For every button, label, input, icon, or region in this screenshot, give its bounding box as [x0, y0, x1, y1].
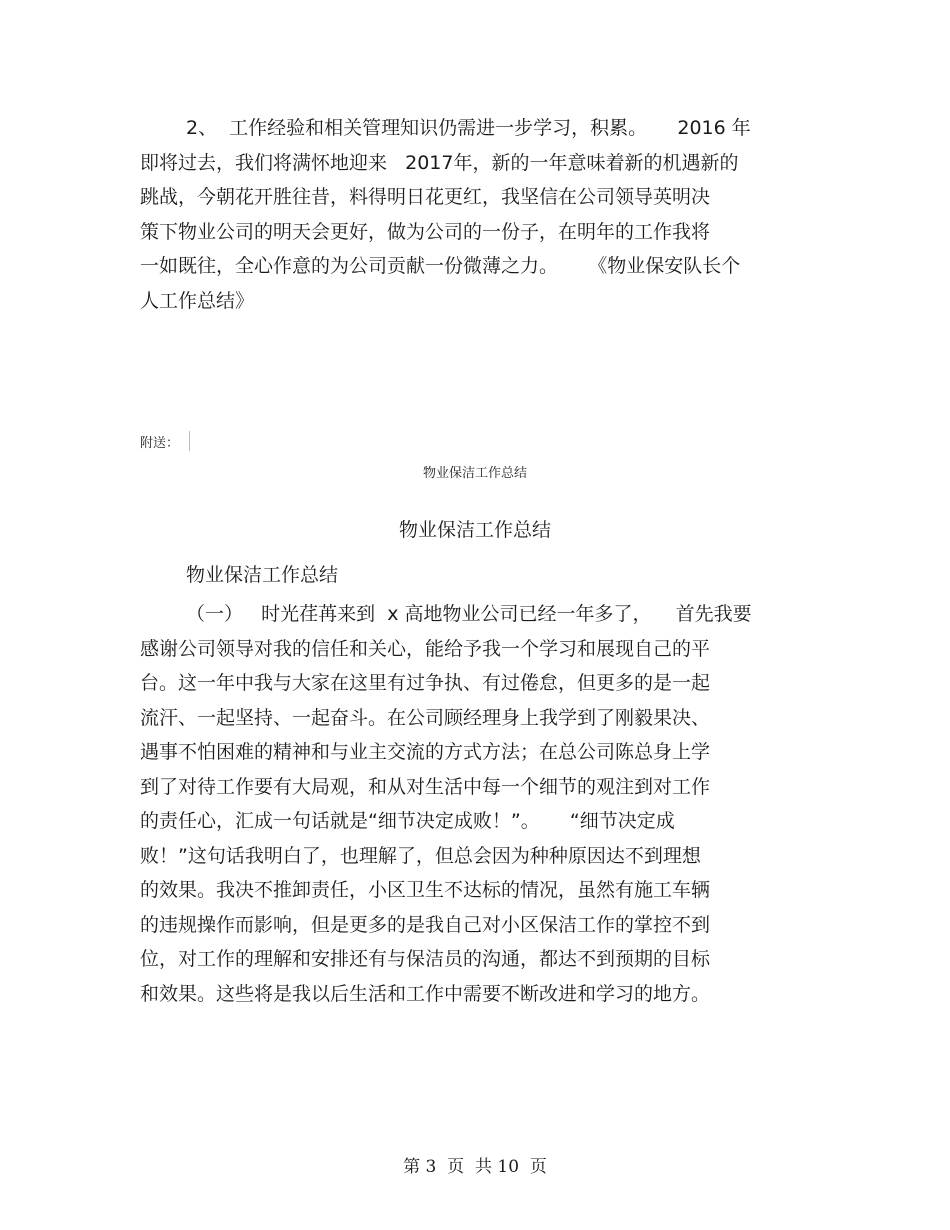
text-line: （一） 时光荏苒来到 x 高地物业公司已经一年多了， 首先我要 — [186, 603, 752, 625]
text-line: 台。这一年中我与大家在这里有过争执、有过倦怠，但更多的是一起 — [140, 672, 711, 694]
attachment-row — [140, 430, 190, 452]
page-footer: 第 3 页 共 10 页 — [403, 1157, 547, 1177]
text-line: 的效果。我决不推卸责任，小区卫生不达标的情况，虽然有施工车辆 — [140, 879, 711, 901]
text-line: 策下物业公司的明天会更好，做为公司的一份子，在明年的工作我将 — [140, 220, 711, 243]
text-line: 和效果。这些将是我以后生活和工作中需要不断改进和学习的地方。 — [140, 982, 711, 1005]
text-line: 遇事不怕困难的精神和与业主交流的方式方法；在总公司陈总身上学 — [140, 741, 711, 763]
attachment-label: 附送： — [140, 435, 180, 451]
text-line: 2、 工作经验和相关管理知识仍需进一步学习，积累。 2016 年 — [186, 117, 751, 139]
text-line: 跳战，今朝花开胜往昔，料得明日花更红，我坚信在公司领导英明决 — [140, 186, 711, 208]
document-title: 物业保洁工作总结 — [398, 519, 551, 541]
top-paragraph — [140, 111, 810, 318]
text-line: 感谢公司领导对我的信任和关心，能给予我一个学习和展现自己的平 — [140, 637, 711, 660]
text-line: 即将过去，我们将满怀地迎来 2017年，新的一年意味着新的机遇新的 — [140, 151, 739, 174]
text-line: 的违规操作而影响，但是更多的是我自己对小区保洁工作的掌控不到 — [140, 913, 711, 936]
text-line: 到了对待工作要有大局观，和从对生活中每一个细节的观注到对工作 — [140, 775, 711, 798]
text-line: 人工作总结》 — [140, 289, 255, 312]
text-line: 流汗、一起坚持、一起奋斗。在公司顾经理身上我学到了刚毅果决、 — [140, 706, 711, 729]
text-line: 位，对工作的理解和安排还有与保洁员的沟通，都达不到预期的目标 — [140, 948, 711, 970]
text-line: 的责任心，汇成一句话就是“细节决定成败！”。 “细节决定成 — [140, 810, 675, 832]
main-paragraph — [140, 597, 810, 1011]
text-line: 败！”这句话我明白了，也理解了，但总会因为种种原因达不到理想 — [140, 844, 701, 867]
attachment-divider — [189, 431, 190, 451]
text-line: 一如既往，全心作意的为公司贡献一份微薄之力。 《物业保安队长个 — [140, 255, 741, 277]
small-heading: 物业保洁工作总结 — [422, 466, 527, 481]
section-subheading: 物业保洁工作总结 — [186, 564, 339, 586]
